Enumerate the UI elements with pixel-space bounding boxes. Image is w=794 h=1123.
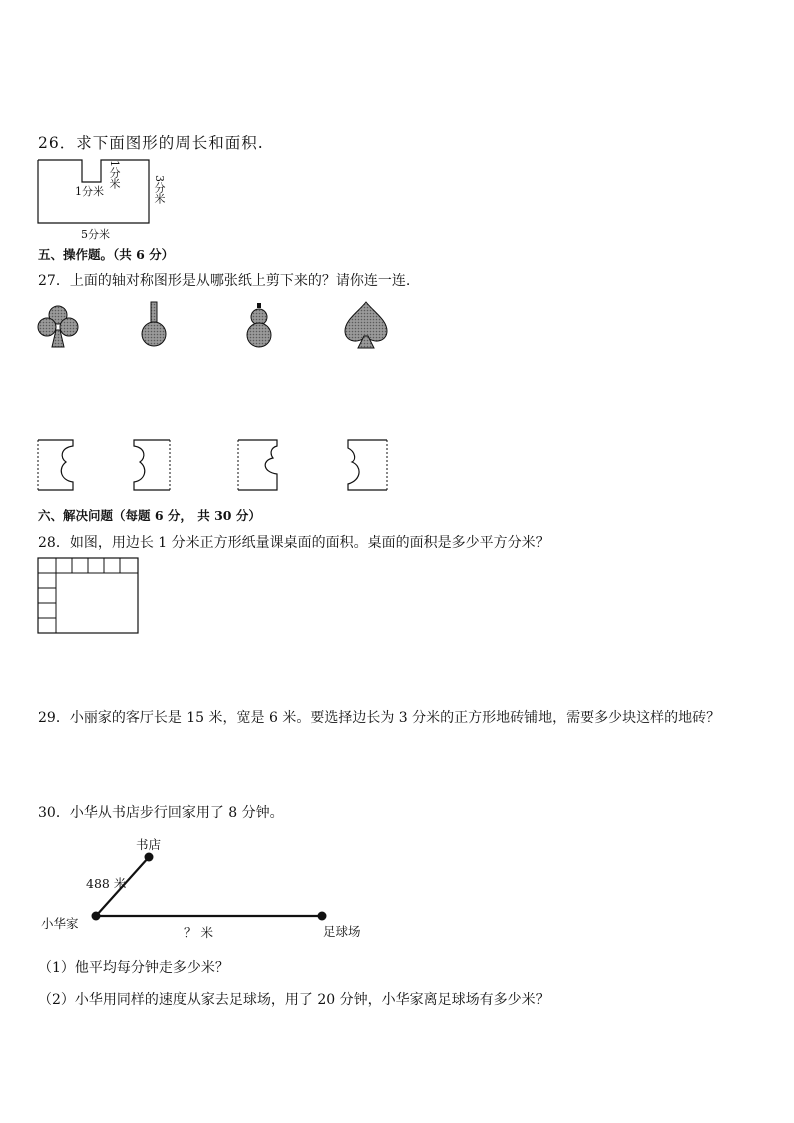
q30-sub1: （1）他平均每分钟走多少米？ (38, 960, 229, 976)
bookstore-point (145, 853, 154, 862)
q30-text: 30．小华从书店步行回家用了 8 分钟。 (38, 805, 284, 821)
home-label: 小华家 (41, 916, 79, 931)
q26-text: 26．求下面图形的周长和面积. (38, 134, 264, 152)
home-point (92, 912, 101, 921)
bookstore-label: 书店 (136, 837, 162, 852)
field-point (318, 912, 327, 921)
dist1-label: 488 米 (86, 876, 127, 891)
q26-notch-depth-label: 1分米 (108, 160, 121, 189)
field-label: 足球场 (323, 924, 361, 939)
q28-text: 28．如图，用边长 1 分米正方形纸量课桌面的面积。桌面的面积是多少平方分米？ (38, 535, 550, 551)
q30-sub2: （2）小华用同样的速度从家去足球场，用了 20 分钟，小华家离足球场有多少米？ (38, 992, 550, 1008)
section5-title: 五、操作题。（共 6 分） (38, 247, 175, 262)
q26-height-label: 3分米 (153, 175, 166, 204)
section6-title: 六、解决问题（每题 6 分， 共 30 分） (38, 508, 261, 523)
q27-text: 27．上面的轴对称图形是从哪张纸上剪下来的？请你连一连. (38, 273, 411, 289)
q26-notch-width-label: 1分米 (75, 185, 104, 198)
q26-width-label: 5分米 (81, 228, 110, 241)
dist2-label: ？ 米 (184, 925, 213, 940)
q29-text: 29．小丽家的客厅长是 15 米，宽是 6 米。要选择边长为 3 分米的正方形地砖铺地，需要多少块这样的地砖？ (38, 710, 721, 726)
